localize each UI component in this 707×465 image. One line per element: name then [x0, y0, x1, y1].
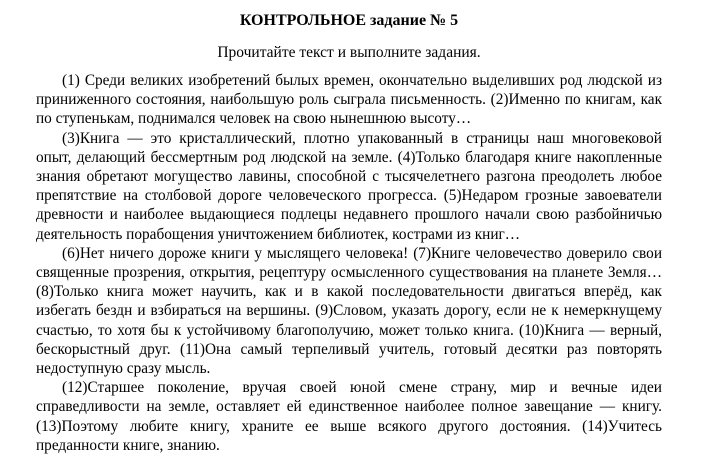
document-page: [36, 10, 662, 455]
page-title: КОНТРОЛЬНОЕ задание № 5: [239, 12, 459, 29]
text-paragraph-4: (12)Старшее поколение, вручая своей юной смене страну, мир и вечные идеи справедливости на земле, оставляет ей единственное наиболее полное завещание — книгу. (13)Поэтому любите книгу, храните ее выше всякого другого достояния. (14)Учитесь преданности книге, знанию.: [36, 379, 662, 454]
text-paragraph-1: (1) Среди великих изобретений былых времен, окончательно выделивших род людской из приниженного состояния, наибольшую роль сыграла письменность. (2)Именно по книгам, как по ступенькам, поднимался человек на свою нынешнюю высоту…: [36, 72, 662, 128]
task-instruction: Прочитайте текст и выполните задания.: [217, 44, 481, 61]
text-paragraph-3: (6)Нет ничего дороже книги у мыслящего человека! (7)Книге человечество доверило свои священные прозрения, открытия, рецептуру осмысленного существования на планете Земля… (8)Только книга может научить, как и в какой последовательности двигаться вперёд, как избегать бездн и взбираться на вершины. (9)Словом, указать дорогу, если не к немеркнущему счастью, то хотя бы к устойчивому благополучию, может только книга. (10)Книга — верный, бескорыстный друг. (11)Она самый терпеливый учитель, готовый десятки раз повторять недоступную сразу мысль.: [36, 244, 662, 378]
text-paragraph-2: (3)Книга — это кристаллический, плотно упакованный в страницы наш многовековой опыт, делающий бессмертным род людской на земле. (4)Только благодаря книге накопленные знания обретают могущество лавины, способной с тысячелетнего разгона преодолеть любое препятствие на столбовой дороге человеческого прогресса. (5)Недаром грозные завоеватели древности и наиболее выдающиеся подлецы недавнего прошлого начали свою разбойничью деятельность порабощения уничтожением библиотек, кострами из книг…: [36, 129, 662, 243]
